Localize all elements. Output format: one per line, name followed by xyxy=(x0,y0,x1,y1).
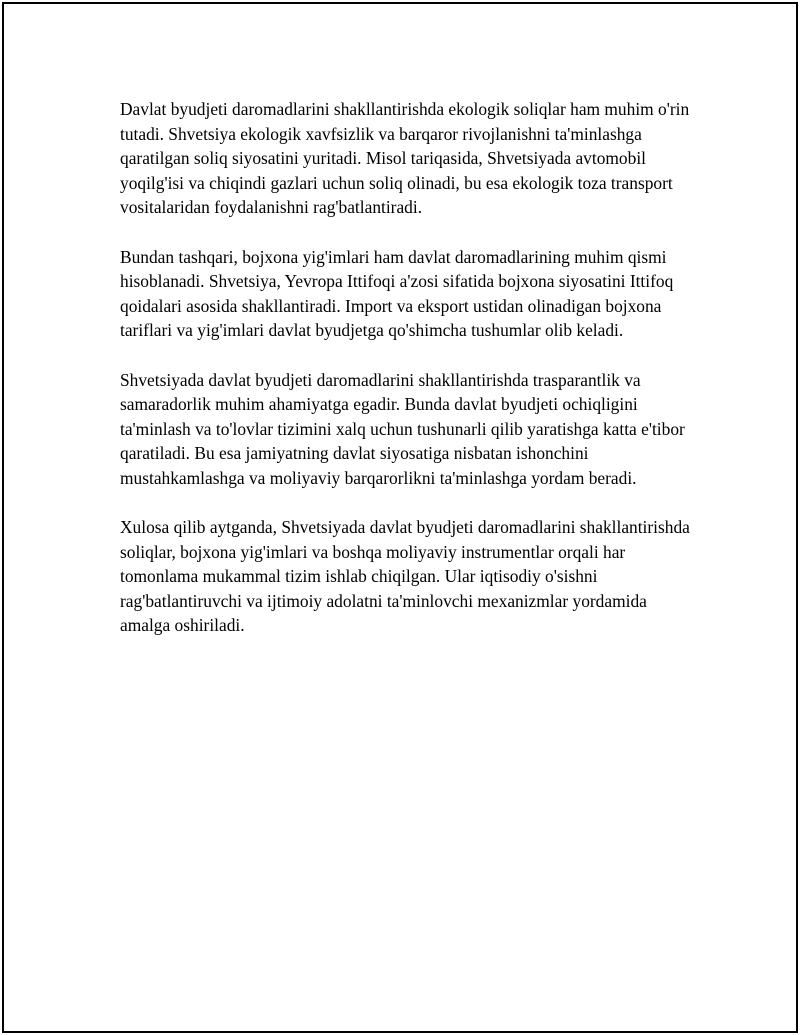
paragraph-2: Bundan tashqari, bojxona yig'imlari ham davlat daromadlarining muhim qismi hisoblanadi. Shvetsiya, Yevropa Ittifoqi a'zosi sifatida bojxona siyosatini Ittifoq qoidalari asosida shakllantiradi. Import va eksport ustidan olinadigan bojxona tariflari va yig'imlari davlat byudjetga qo'shimcha tushumlar olib keladi. xyxy=(120,246,674,341)
paragraph-1: Davlat byudjeti daromadlarini shakllantirishda ekologik soliqlar ham muhim o'rin tutadi. Shvetsiya ekologik xavfsizlik va barqaror rivojlanishni ta'minlashga qaratilgan soliq siyosatini yuritadi. Misol tariqasida, Shvetsiyada avtomobil yoqilg'isi va chiqindi gazlari uchun soliq olinadi, bu esa ekologik toza transport vositalaridan foydalanishni rag'batlantiradi. xyxy=(120,99,690,218)
paragraph-3: Shvetsiyada davlat byudjeti daromadlarini shakllantirishda trasparantlik va samaradorlik muhim ahamiyatga egadir. Bunda davlat byudjeti ochiqligini ta'minlash va to'lovlar tizimini xalq uchun tushunarli qilib yaratishga katta e'tibor qaratiladi. Bu esa jamiyatning davlat siyosatiga nisbatan ishonchini mustahkamlashga va moliyaviy barqarorlikni ta'minlashga yordam beradi. xyxy=(120,369,685,488)
document-body xyxy=(120,97,700,663)
page-border xyxy=(2,2,798,1033)
paragraph-4: Xulosa qilib aytganda, Shvetsiyada davlat byudjeti daromadlarini shakllantirishda soliqlar, bojxona yig'imlari va boshqa moliyaviy instrumentlar orqali har tomonlama mukammal tizim ishlab chiqilgan. Ular iqtisodiy o'sishni rag'batlantiruvchi va ijtimoiy adolatni ta'minlovchi mexanizmlar yordamida amalga oshiriladi. xyxy=(120,517,690,636)
